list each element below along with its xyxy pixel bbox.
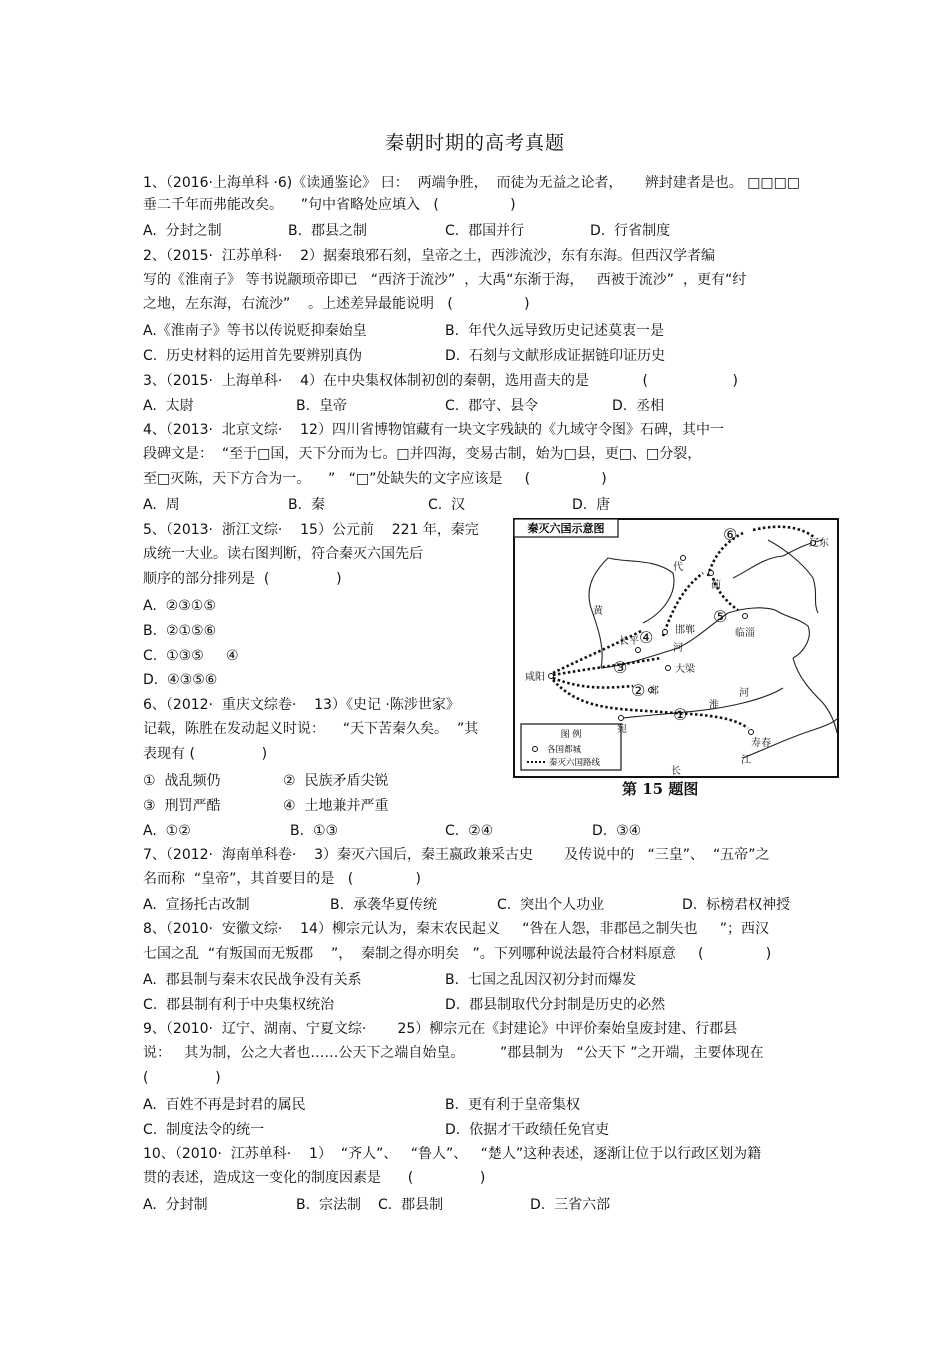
option-b: B. 承袭华夏传统 <box>330 897 437 913</box>
step-4: ④ <box>639 628 654 647</box>
option-a: A. 太尉 <box>143 398 194 414</box>
question-text: 1、（2016·上海单科 ·6)《读通鉴论》 曰： 两端争胜， 而徒为无益之论者， 辨封建者是也。 □□□□ <box>143 175 801 191</box>
label-wan: 宛 <box>617 724 627 735</box>
option-b: B. ①③ <box>290 823 339 839</box>
option-b: B. 宗法制 <box>296 1197 361 1213</box>
option-d: D. 唐 <box>572 497 611 513</box>
option-b: B. 七国之乱因汉初分封而爆发 <box>445 972 636 988</box>
question-text: 记载，陈胜在发动起义时说： “天下苦秦久矣。 ”其 <box>143 721 479 737</box>
label-ji: 蓟 <box>711 580 721 591</box>
label-dai: 代 <box>673 562 683 573</box>
question-text: 3、（2015· 上海单科· 4）在中央集权体制初创的秦朝，选用啬夫的是 ( ) <box>143 373 738 389</box>
question-text: 名而称 “皇帝”，其首要目的是 ( ) <box>143 871 421 887</box>
question-text: 垂二千年而弗能改矣。 ”句中省略处应填入 ( ) <box>143 197 516 213</box>
qin-conquest-map <box>513 518 839 778</box>
question-text: 成统一大业。读右图判断，符合秦灭六国先后 <box>143 546 423 562</box>
map-title: 秦灭六国示意图 <box>527 522 605 535</box>
question-text: ( ) <box>143 1070 221 1086</box>
option-d: D. 行省制度 <box>590 223 671 239</box>
question-text: 写的《淮南子》 等书说颛顼帝即已 “西济于流沙” ，大禹“东渐于海， 西被于流沙” ，更有“纣 <box>143 272 747 288</box>
label-zheng: 郑 <box>649 686 659 697</box>
question-text: 7、（2012· 海南单科卷· 3）秦灭六国后，秦王嬴政兼采古史 及传说中的 “三皇”、 “五帝”之 <box>143 847 770 863</box>
label-river-he-2: 河 <box>739 688 749 699</box>
option-c: C. 郡国并行 <box>445 223 525 239</box>
label-liaodong: 辽东 <box>809 538 829 549</box>
option-c: C. 郡县制有利于中央集权统治 <box>143 997 335 1013</box>
legend-title: 图 例 <box>560 730 582 740</box>
option-d: D. 丞相 <box>612 398 665 414</box>
capital-wan <box>619 716 624 721</box>
label-river-he: 河 <box>673 643 683 654</box>
option-a: A. 周 <box>143 497 180 513</box>
capital-changping <box>636 648 641 653</box>
legend-capital-label: 各国都城 <box>547 745 582 755</box>
label-linzi: 临淄 <box>735 628 755 639</box>
question-text: 10、（2010· 江苏单科· 1） “齐人”、 “鲁人”、 “楚人”这种表述，逐渐让位于以行政区划为籍 <box>143 1146 762 1162</box>
item-3: ③ 刑罚严酷 <box>143 798 221 814</box>
option-b: B. 皇帝 <box>296 398 347 414</box>
question-text: 说： 其为制，公之大者也……公天下之端自始皇。 ”郡县制为 “公天下 ”之开端，主要体现在 <box>143 1045 764 1061</box>
question-text: 贯的表述，造成这一变化的制度因素是 ( ) <box>143 1170 486 1186</box>
option-a: A. 郡县制与秦末农民战争没有关系 <box>143 972 362 988</box>
page-title: 秦朝时期的高考真题 <box>384 132 565 154</box>
question-text: 6、（2012· 重庆文综卷· 13）《史记 ·陈涉世家》 <box>143 697 460 713</box>
capital-dai <box>681 556 686 561</box>
capital-shouchun <box>749 730 754 735</box>
option-c: C. 汉 <box>428 497 466 513</box>
option-c: C. ①③⑤ ④ <box>143 648 239 664</box>
question-text: 表现有 ( ) <box>143 746 268 762</box>
option-d: D. 石刻与文献形成证据链印证历史 <box>445 348 666 364</box>
option-a: A.《淮南子》等书以传说贬抑秦始皇 <box>143 323 367 339</box>
question-text: 七国之乱 “有叛国而无叛郡 ”， 秦制之得亦明矣 ”。下列哪种说法最符合材料原意 ( ) <box>143 946 772 962</box>
label-changping: 长平 <box>619 636 639 647</box>
question-text: 9、（2010· 辽宁、湖南、宁夏文综· 25）柳宗元在《封建论》中评价秦始皇废封建、行郡县 <box>143 1021 738 1037</box>
option-a: A. 百姓不再是封君的属民 <box>143 1097 306 1113</box>
capital-daliang <box>666 666 671 671</box>
item-4: ④ 土地兼并严重 <box>283 798 389 814</box>
step-5: ⑤ <box>713 607 728 626</box>
label-river-huai: 淮 <box>709 700 719 711</box>
option-a: A. 宣扬托古改制 <box>143 897 250 913</box>
step-1: ① <box>673 705 688 724</box>
question-text: 之地，左东海，右流沙” 。上述差异最能说明 ( ) <box>143 296 530 312</box>
question-text: 顺序的部分排列是 ( ) <box>143 571 342 587</box>
option-d: D. 三省六部 <box>530 1197 611 1213</box>
step-3: ③ <box>613 658 628 677</box>
option-d: D. 依据才干政绩任免官吏 <box>445 1122 610 1138</box>
item-1: ① 战乱频仍 <box>143 773 221 789</box>
label-shouchun: 寿春 <box>751 738 771 749</box>
option-c: C. ②④ <box>445 823 494 839</box>
option-c: C. 突出个人功业 <box>497 897 605 913</box>
question-text: 5、（2013· 浙江文综· 15）公元前 221 年，秦完 <box>143 522 479 538</box>
capital-linzi <box>743 614 748 619</box>
question-text: 段碑文是： “至于□国，天下分而为七。□并四海，变易古制，始为□县，更□、□分裂， <box>143 446 702 462</box>
step-2: ② <box>631 681 646 700</box>
question-text: 至□灭陈，天下方合为一。 ” “□”处缺失的文字应该是 ( ) <box>143 471 607 487</box>
option-c: C. 制度法令的统一 <box>143 1122 265 1138</box>
label-handan: 邯郸 <box>675 625 695 636</box>
question-text: 8、（2010· 安徽文综· 14）柳宗元认为，秦末农民起义 “咎在人怨，非郡邑之制失也 ”；西汉 <box>143 921 769 937</box>
option-d: D. ④③⑤⑥ <box>143 672 218 688</box>
capital-xianyang <box>549 674 554 679</box>
option-b: B. 秦 <box>288 497 325 513</box>
option-d: D. ③④ <box>592 823 642 839</box>
option-b: B. 郡县之制 <box>288 223 367 239</box>
step-6: ⑥ <box>723 525 738 544</box>
capital-handan <box>663 630 668 635</box>
item-2: ② 民族矛盾尖锐 <box>283 773 389 789</box>
option-b: B. 更有利于皇帝集权 <box>445 1097 580 1113</box>
label-river-huang: 黄 <box>593 606 603 617</box>
option-c: C. 历史材料的运用首先要辨别真伪 <box>143 348 363 364</box>
label-xianyang: 咸阳 <box>525 672 545 683</box>
option-b: B. ②①⑤⑥ <box>143 623 217 639</box>
capital-ji <box>709 571 714 576</box>
legend-route-label: 秦灭六国路线 <box>549 758 601 768</box>
option-d: D. 郡县制取代分封制是历史的必然 <box>445 997 666 1013</box>
figure-caption: 第 15 题图 <box>622 780 699 798</box>
label-river-chang: 长 <box>671 766 681 777</box>
question-text: 2、（2015· 江苏单科· 2）据秦琅邪石刻，皇帝之土，西涉流沙，东有东海。但西汉学者编 <box>143 248 716 264</box>
legend-capital-marker <box>533 747 538 752</box>
question-text: 4、（2013· 北京文综· 12）四川省博物馆藏有一块文字残缺的《九域守令图》石碑，其中一 <box>143 422 724 438</box>
label-daliang: 大梁 <box>675 664 695 675</box>
option-d: D. 标榜君权神授 <box>682 897 791 913</box>
option-a: A. 分封之制 <box>143 223 222 239</box>
label-river-jiang: 江 <box>741 755 751 766</box>
option-a: A. ②③①⑤ <box>143 598 216 614</box>
option-c: C. 郡守、县令 <box>445 398 539 414</box>
option-a: A. 分封制 <box>143 1197 208 1213</box>
option-c: C. 郡县制 <box>378 1197 444 1213</box>
option-b: B. 年代久远导致历史记述莫衷一是 <box>445 323 664 339</box>
option-a: A. ①② <box>143 823 191 839</box>
